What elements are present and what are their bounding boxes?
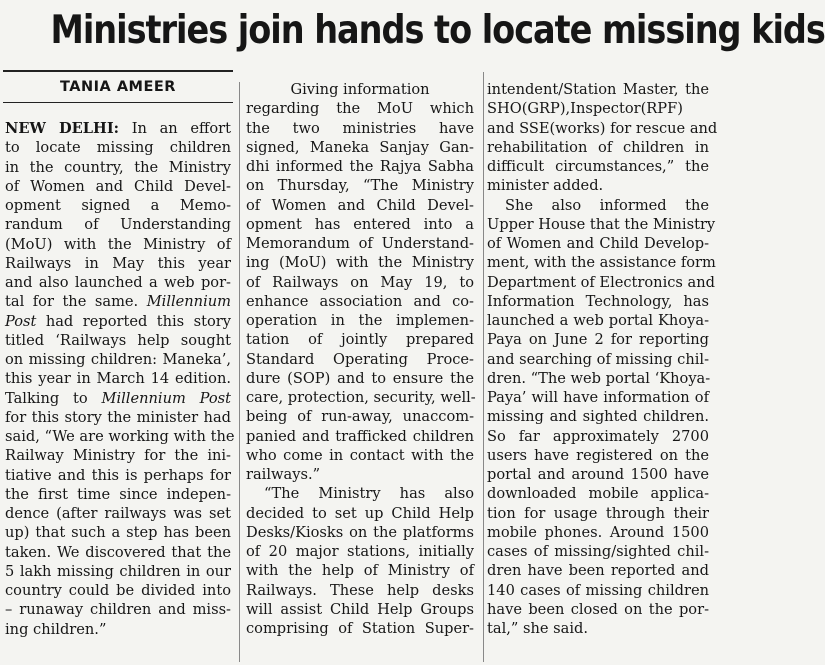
article-text: regarding the MoU which	[246, 100, 474, 118]
article-text: So far approximately 2700	[487, 427, 709, 445]
article-line	[487, 330, 709, 349]
article-line	[5, 600, 231, 619]
article-text: will assist Child Help Groups	[246, 600, 474, 618]
article-text: tiative and this is perhaps for	[5, 466, 231, 484]
article-line	[246, 600, 474, 619]
article-line	[5, 177, 231, 196]
article-text: (MoU) with the Ministry of	[5, 235, 231, 253]
article-text: and also launched a web por-	[5, 274, 231, 291]
article-line	[5, 369, 231, 388]
article-text: tal for the same.	[5, 293, 147, 311]
article-text: have been closed on the por-	[487, 600, 709, 618]
article-text: downloaded mobile applica-	[487, 485, 709, 503]
headline: Ministries join hands to locate missing kids	[50, 8, 825, 53]
article-line	[487, 542, 709, 561]
article-line	[246, 80, 474, 99]
article-line	[246, 369, 474, 388]
article-text: Standard Operating Proce-	[246, 350, 474, 368]
article-text: rehabilitation of children in	[487, 138, 709, 156]
article-line	[487, 99, 709, 118]
article-line	[487, 523, 709, 542]
article-line	[246, 388, 474, 407]
article-text: users have registered on the	[487, 446, 709, 464]
article-line	[487, 80, 709, 99]
article-line	[246, 542, 474, 561]
article-line	[246, 176, 474, 195]
article-line	[487, 253, 716, 272]
article-text: said, “We are working with the	[5, 428, 235, 445]
article-text: taken. We discovered that the	[5, 543, 231, 561]
column-rule-1	[239, 82, 240, 662]
article-line	[5, 562, 231, 581]
article-text: of 20 major stations, initially	[246, 543, 474, 560]
article-line	[5, 119, 231, 138]
article-text: had reported this story	[36, 312, 231, 330]
article-text: dren have been reported and	[487, 562, 709, 580]
article-line	[5, 158, 231, 177]
article-line	[487, 369, 709, 388]
article-line	[5, 292, 231, 311]
article-text: dure (SOP) and to ensure the	[246, 369, 474, 387]
article-line	[487, 388, 709, 407]
article-line	[487, 273, 715, 292]
article-line	[246, 446, 474, 465]
article-text: Department of Electronics and	[487, 273, 715, 291]
article-text: Post	[5, 312, 37, 330]
article-line	[487, 292, 709, 311]
article-line	[246, 561, 474, 580]
article-text: Information Technology, has	[487, 292, 709, 310]
article-line	[246, 330, 474, 349]
article-line	[487, 176, 709, 195]
article-text: with the help of Ministry of	[246, 562, 474, 580]
article-text: tation of jointly prepared	[246, 331, 474, 349]
article-text: and SSE(works) for rescue and	[487, 119, 718, 137]
article-text: 5 lakh missing children in our	[5, 562, 231, 580]
article-text: portal and around 1500 have	[487, 466, 709, 483]
article-text: signed, Maneka Sanjay Gan-	[246, 138, 474, 156]
article-line	[5, 350, 231, 369]
article-line	[246, 215, 474, 234]
article-line	[487, 561, 709, 580]
article-text: Talking to	[5, 389, 102, 407]
article-text: being of run-away, unaccom-	[246, 408, 474, 426]
article-text: railways.”	[246, 466, 321, 483]
article-text: the first time since indepen-	[5, 485, 231, 503]
article-text: Railways. These help desks	[246, 581, 474, 599]
article-line	[487, 600, 709, 619]
article-text: Railways in May this year	[5, 254, 231, 272]
article-text: tion for usage through their	[487, 504, 709, 522]
article-line	[5, 504, 231, 523]
article-line	[246, 311, 474, 330]
article-line	[246, 504, 474, 523]
article-text: Memorandum of Understand-	[246, 235, 474, 252]
article-text: Upper House that the Ministry	[487, 215, 716, 233]
article-line	[5, 466, 231, 485]
article-text: of Railways on May 19, to	[246, 273, 474, 291]
article-text: ing (MoU) with the Ministry	[246, 254, 474, 272]
article-line	[5, 331, 231, 350]
article-text: Paya’ will have information of	[487, 389, 709, 406]
article-line	[5, 446, 231, 465]
article-line	[246, 619, 474, 638]
article-text: 140 cases of missing children	[487, 581, 709, 599]
article-text: randum of Understanding	[5, 216, 231, 234]
article-text: Giving information	[290, 81, 430, 98]
article-line	[5, 581, 231, 600]
article-line	[246, 523, 474, 542]
article-line	[487, 215, 716, 234]
article-text: tal,” she said.	[487, 620, 588, 637]
article-line	[487, 465, 709, 484]
article-line	[5, 138, 231, 157]
article-text: opment has entered into a	[246, 215, 474, 233]
article-text: operation in the implemen-	[246, 312, 474, 329]
article-text: in the country, the Ministry	[5, 158, 231, 176]
article-line	[246, 157, 474, 176]
article-text: country could be divided into	[5, 582, 231, 599]
article-line	[246, 407, 474, 426]
article-text: ment, with the assistance form	[487, 254, 716, 272]
article-line	[246, 234, 474, 253]
article-line	[5, 427, 235, 446]
article-line	[246, 138, 474, 157]
article-line	[487, 350, 709, 369]
article-line	[246, 427, 474, 446]
article-line	[505, 196, 709, 215]
article-line	[5, 523, 231, 542]
article-text: of Women and Child Develop-	[487, 235, 709, 252]
article-line	[5, 543, 231, 562]
article-text: dhi informed the Rajya Sabha	[246, 158, 474, 175]
article-text: for this story the minister had	[5, 408, 231, 426]
article-line	[487, 157, 709, 176]
article-text: enhance association and co-	[246, 292, 474, 310]
article-text: dence (after railways was set	[5, 505, 231, 522]
article-line	[5, 235, 231, 254]
article-text: She also informed the	[505, 196, 709, 214]
article-text: Railway Ministry for the ini-	[5, 447, 231, 465]
article-text: this year in March 14 edition.	[5, 370, 231, 388]
article-text: mobile phones. Around 1500	[487, 523, 709, 541]
article-text: Millennium Post	[101, 389, 231, 407]
byline-box	[3, 70, 233, 103]
article-line	[246, 99, 474, 118]
article-text: minister added.	[487, 177, 604, 195]
article-line	[487, 619, 709, 638]
article-line	[5, 254, 231, 273]
article-line	[5, 620, 231, 639]
article-line	[5, 196, 231, 215]
article-line	[487, 446, 709, 465]
byline: TANIA AMEER	[60, 79, 176, 95]
article-text: of Women and Child Devel-	[246, 196, 474, 214]
article-line	[487, 407, 709, 426]
article-line	[246, 465, 474, 484]
article-line	[487, 504, 709, 523]
article-text: cases of missing/sighted chil-	[487, 543, 709, 560]
article-text: “The Ministry has also	[264, 485, 474, 503]
article-text: dren. “The web portal ‘Khoya-	[487, 369, 711, 387]
article-text: and searching of missing chil-	[487, 350, 709, 368]
article-line	[264, 484, 474, 503]
article-text: Millennium	[146, 293, 231, 311]
article-text: on Thursday, “The Ministry	[246, 177, 474, 195]
article-text: who come in contact with the	[246, 446, 474, 464]
article-text: comprising of Station Super-	[246, 620, 474, 637]
article-line	[5, 408, 231, 427]
article-line	[246, 581, 474, 600]
article-line	[5, 389, 231, 408]
article-text: ing children.”	[5, 620, 107, 638]
article-text: In an effort	[119, 120, 231, 137]
dateline: NEW DELHI:	[5, 120, 120, 137]
article-line	[487, 427, 709, 446]
article-text: difficult circumstances,” the	[487, 158, 709, 175]
article-text: Paya on June 2 for reporting	[487, 331, 709, 349]
article-line	[487, 119, 718, 138]
article-text: SHO(GRP),Inspector(RPF)	[487, 100, 683, 118]
article-line	[487, 138, 709, 157]
article-text: Desks/Kiosks on the platforms	[246, 523, 474, 541]
article-line	[487, 581, 709, 600]
article-text: titled ‘Railways help sought	[5, 331, 231, 349]
article-line	[5, 312, 231, 331]
article-text: panied and trafficked children	[246, 427, 474, 445]
article-line	[246, 253, 474, 272]
article-text: of Women and Child Devel-	[5, 177, 231, 195]
article-line	[246, 292, 474, 311]
article-text: opment signed a Memo-	[5, 197, 231, 214]
article-text: the two ministries have	[246, 119, 474, 137]
article-line	[5, 485, 231, 504]
article-text: intendent/Station Master, the	[487, 81, 709, 98]
article-text: care, protection, security, well-	[246, 389, 476, 406]
article-text: up) that such a step has been	[5, 524, 231, 542]
article-text: missing and sighted children.	[487, 408, 709, 426]
article-text: on missing children: Maneka’,	[5, 351, 231, 368]
article-line	[5, 215, 231, 234]
article-line	[246, 196, 474, 215]
article-line	[246, 119, 474, 138]
article-line	[487, 484, 709, 503]
article-line	[246, 273, 474, 292]
article-line	[246, 350, 474, 369]
article-text: launched a web portal Khoya-	[487, 312, 709, 329]
article-line	[5, 273, 231, 292]
article-text: to locate missing children	[5, 139, 231, 157]
article-text: decided to set up Child Help	[246, 504, 474, 522]
column-rule-2	[483, 72, 484, 662]
article-line	[487, 234, 709, 253]
article-line	[487, 311, 709, 330]
article-text: – runaway children and miss-	[5, 601, 231, 619]
